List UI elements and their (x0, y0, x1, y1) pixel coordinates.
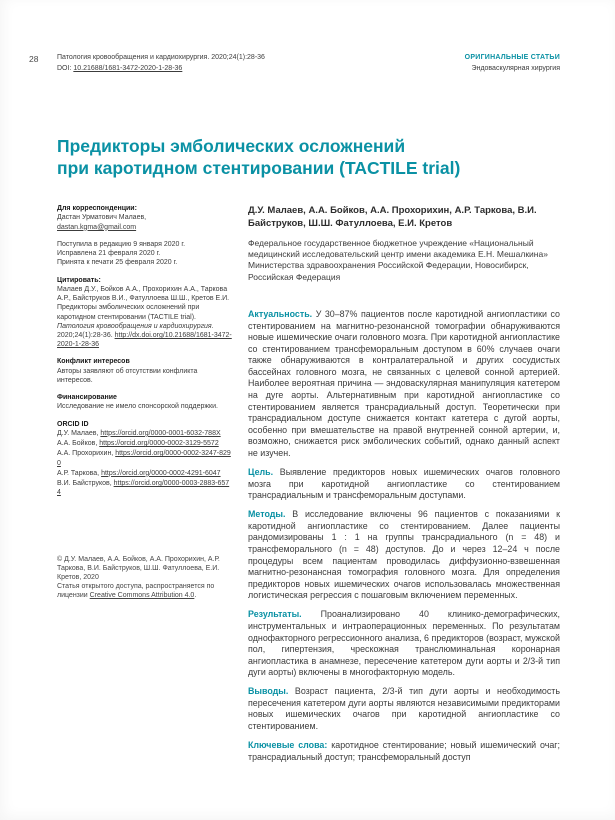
funding-text: Исследование не имело спонсорской поддержки. (57, 403, 218, 411)
orcid-author-name: А.Р. Таркова, (57, 469, 100, 477)
copyright-line: © Д.У. Малаев, А.А. Бойков, А.А. Прохорихин, А.Р. Таркова, В.И. Байструков, Ш.Ш. Фатуллоева, Е.И. Кретов, 2020 (57, 555, 220, 581)
conflict-heading: Конфликт интересов (57, 358, 130, 366)
section-text: У 30–87% пациентов после каротидной ангиопластики со стентированием на магнитно-резонансной томографии обнаруживаются новые ишемические очаги головного мозга. При каротидной ангиопластике со стентированием трансфеморальным доступом в 60% случаев очаги также обнаруживаются в контралатеральной и других сосудистых бассейнах головного мозга, не связанных с целевой сонной артерией. Наиболее вероятная причина — эндоваскулярная манипуляция катетером на дуге аорты. Альтернативным при каротидной ангиопластике со стентированием является трансрадиальный доступ. Теоретически при трансрадиальном доступе снижается контакт катетера с дугой аорты, особенно при вмешательстве на правой внутренней сонной артерии, и, возможно, снижается риск эмболических событий, однако данный аспект не изучен. (248, 308, 560, 458)
date-received: Поступила в редакцию 9 января 2020 г. (57, 240, 186, 248)
rubric-block (465, 53, 560, 75)
section-text: Выявление предикторов новых ишемических очагов головного мозга при каротидной ангиопластике со стентированием трансрадиальным и трансфеморальным доступами. (248, 466, 560, 501)
abstract-section-results (248, 609, 560, 678)
abstract-section-background (248, 309, 560, 460)
citation-heading: Цитировать: (57, 276, 101, 284)
license-text: Статья открытого доступа, распространяется по лицензии (57, 583, 215, 600)
affiliation: Федеральное государственное бюджетное учреждение «Национальный медицинский исследовательский центр имени академика Е.Н. Мешалкина» Министерства здравоохранения Российской Федерации, Новосибирск, Российская Федерация (248, 237, 548, 282)
rubric-title: ОРИГИНАЛЬНЫЕ СТАТЬИ (464, 54, 560, 61)
authors-line: Д.У. Малаев, А.А. Бойков, А.А. Прохорихин, А.Р. Таркова, В.И. Байструков, Ш.Ш. Фатуллоева, Е.И. Кретов (248, 205, 537, 230)
rubric-subtitle: Эндоваскулярная хирургия (471, 64, 560, 72)
abstract-section-methods (248, 509, 560, 602)
citation-block (57, 276, 232, 350)
doi-label: DOI: (57, 64, 72, 72)
article-metadata-column (57, 204, 232, 771)
two-column-layout (57, 204, 560, 771)
orcid-entry (57, 449, 232, 467)
section-label: Ключевые слова: (248, 740, 328, 751)
orcid-heading: ORCID ID (57, 420, 89, 428)
abstract-section-aim (248, 467, 560, 502)
abstract-section-conclusion (248, 686, 560, 732)
orcid-link[interactable]: https://orcid.org/0000-0002-4291-6047 (101, 469, 221, 477)
correspondence-email-link[interactable]: dastan.kgma@gmail.com (57, 223, 137, 231)
abstract-section-keywords (248, 740, 560, 763)
orcid-entry (57, 469, 232, 478)
section-text: Возраст пациента, 2/3-й тип дуги аорты и необходимость пересечения катетером дуги аорты являются независимыми предикторами новых ишемических очагов при каротидной ангиопластике со стентированием. (248, 686, 560, 732)
orcid-entry (57, 429, 232, 438)
masthead (57, 53, 560, 75)
section-label: Выводы. (248, 686, 289, 697)
journal-info (57, 53, 265, 75)
funding-block (57, 393, 232, 411)
orcid-link[interactable]: https://orcid.org/0000-0001-6032-788X (100, 429, 221, 437)
orcid-block (57, 420, 232, 498)
conflict-text: Авторы заявляют об отсутствии конфликта интересов. (57, 367, 198, 384)
section-text: Проанализировано 40 клинико-демографических, инструментальных и интраоперационных переменных. По результатам однофакторного регрессионного анализа, 6 предикторов (возраст, мужской пол, гипертензия, чрескожная транслюминальная коронарная ангиопластика в анамнезе, пересечение катетером дуги аорты и 2/3-й тип дуги аорты) включены в многофакторную модель. (248, 609, 560, 678)
section-label: Цель. (248, 466, 274, 477)
doi-link[interactable]: 10.21688/1681-3472-2020-1-28-36 (73, 64, 183, 72)
section-label: Результаты. (248, 609, 302, 620)
orcid-link[interactable]: https://orcid.org/0000-0002-3129-5572 (99, 440, 219, 448)
funding-heading: Финансирование (57, 394, 117, 402)
license-link[interactable]: Creative Commons Attribution 4.0 (89, 592, 195, 600)
citation-authors-title: Малаев Д.У., Бойков А.А., Прохорихин А.А., Таркова А.Р., Байструков В.И., Фатуллоева Ш.Ш., Кретов Е.И. Предикторы эмболических осложнений при каротидном стентировании (TACTILE trial). (57, 285, 230, 321)
orcid-entry (57, 439, 232, 448)
orcid-link[interactable]: https://orcid.org/0000-0003-2883-6574 (57, 480, 230, 497)
orcid-link[interactable]: https://orcid.org/0000-0002-3247-8290 (57, 450, 231, 467)
article-title (57, 135, 560, 181)
orcid-author-name: Д.У. Малаев, (57, 429, 99, 437)
doi-line (57, 64, 265, 75)
orcid-author-name: В.И. Байструков, (57, 480, 112, 488)
correspondence-block (57, 204, 232, 232)
orcid-author-name: А.А. Прохорихин, (57, 450, 114, 458)
citation-volume: 2020;24(1):28-36. (57, 332, 113, 339)
license-line (57, 582, 232, 600)
orcid-author-name: А.А. Бойков, (57, 440, 98, 448)
correspondence-heading: Для корреспонденции: (57, 205, 137, 213)
section-label: Методы. (248, 509, 286, 520)
journal-citation-line: Патология кровообращения и кардиохирургия. 2020;24(1):28-36 (57, 54, 265, 61)
section-text: каротидное стентирование; новый ишемический очаг; трансрадиальный доступ; трансфеморальный доступ (248, 740, 560, 762)
title-line-1: Предикторы эмболических осложнений (57, 135, 406, 156)
abstract (248, 309, 560, 763)
dates-block (57, 240, 232, 268)
article-main-column (248, 204, 560, 771)
citation-doi-link[interactable]: http://dx.doi.org/10.21688/1681-3472-2020-1-28-36 (57, 332, 232, 349)
section-text: В исследование включены 96 пациентов с показаниями к каротидной ангиопластике со стентированием. Далее пациенты рандомизированы 1 : 1 на группы трансрадиального (n = 48) и трансфеморального (n = 48) доступов. До и через 12–24 ч после процедуры всем пациентам проводилась диффузионно-взвешенная магнитно-резонансная томография головного мозга. Для определения предикторов новых ишемических очагов использовалась множественная логистическая регрессия с пошаговым включением переменных. (248, 509, 560, 601)
license-suffix: . (194, 592, 197, 600)
citation-text (57, 285, 232, 350)
correspondence-name: Дастан Урматович Малаев, (57, 214, 147, 222)
date-accepted: Принята к печати 25 февраля 2020 г. (57, 259, 178, 267)
copyright-block (57, 555, 232, 601)
section-label: Актуальность. (248, 308, 313, 319)
title-line-2: при каротидном стентировании (TACTILE trial) (57, 158, 461, 179)
date-revised: Исправлена 21 февраля 2020 г. (57, 250, 161, 258)
page-number: 28 (29, 54, 39, 64)
conflict-of-interest-block (57, 357, 232, 385)
citation-journal-name: Патология кровообращения и кардиохирургия. (57, 322, 214, 330)
orcid-entry (57, 479, 232, 497)
